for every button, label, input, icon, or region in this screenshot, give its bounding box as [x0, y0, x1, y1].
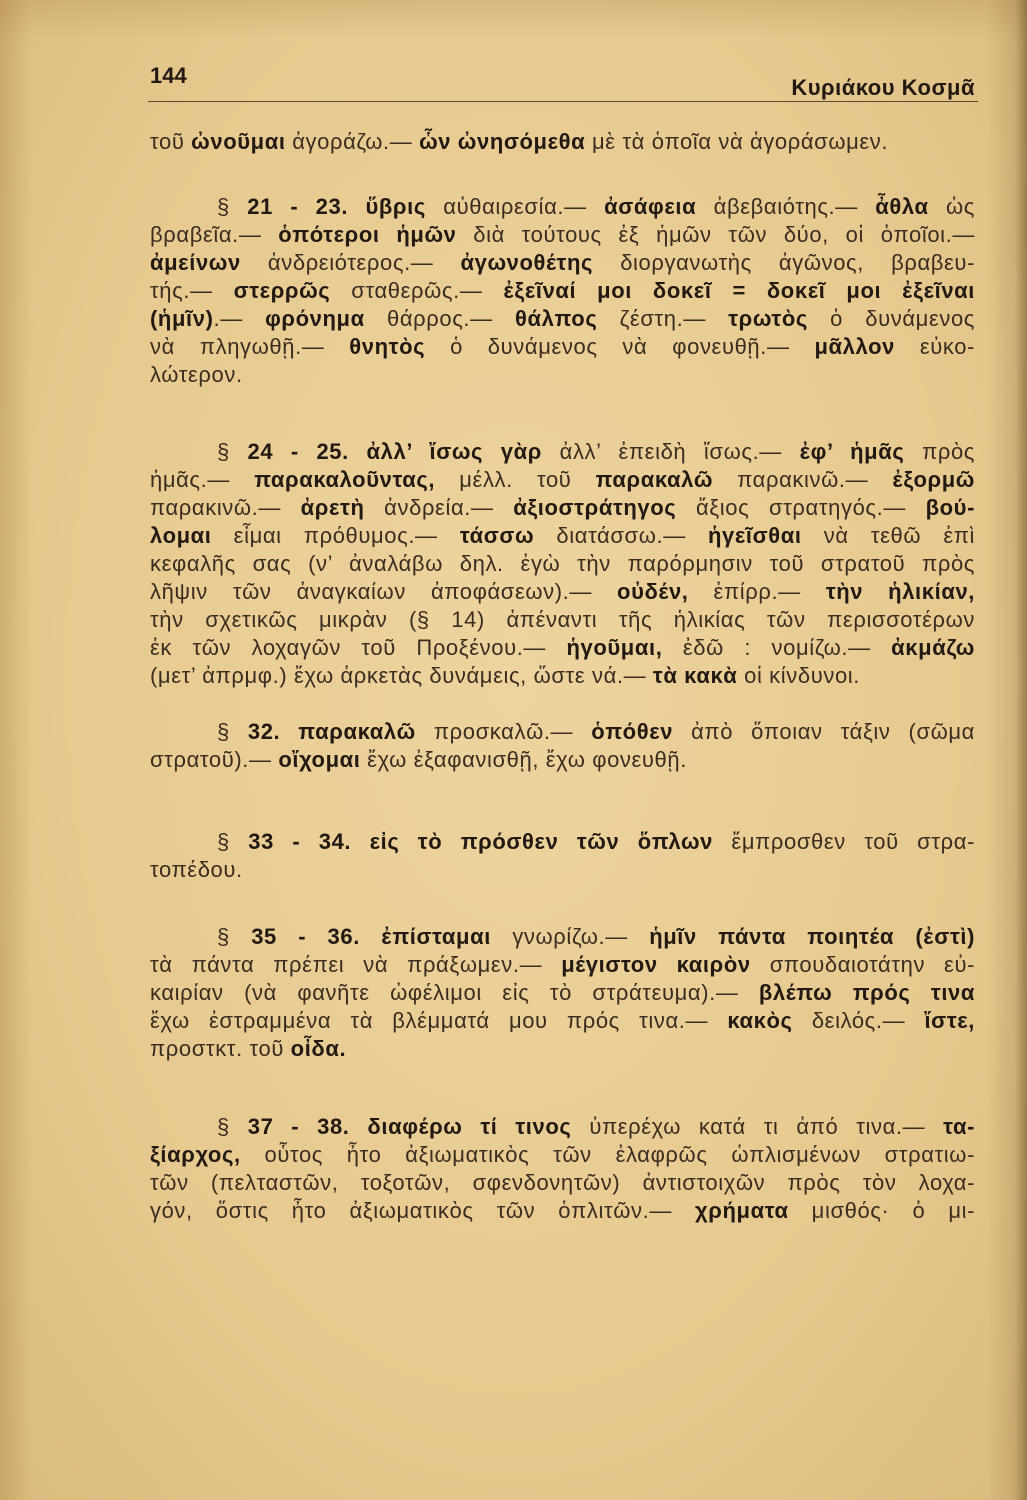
text-line — [150, 277, 975, 305]
text-line — [150, 828, 975, 856]
text-line — [150, 550, 975, 578]
text-run: θάρρος.— — [364, 306, 515, 331]
text-run: καιρίαν (νὰ φανῆτε ὠφέλιμοι εἰς τὸ στράτευμα).— — [150, 980, 759, 1005]
bold-term: 37 - 38. — [247, 1114, 350, 1139]
text-run: ἀνδρειότερος.— — [240, 250, 461, 275]
bold-term: ὧν ὠνησόμεθα — [419, 129, 586, 154]
bold-term: οἶδα. — [290, 1036, 347, 1061]
bold-term: 24 - 25. — [247, 439, 349, 464]
text-line — [150, 466, 975, 494]
bold-term: διαφέρω τί τινος — [367, 1114, 572, 1139]
line-text — [150, 607, 975, 632]
text-run: κεφαλῆς σας (ν’ ἀναλάβω δηλ. ἐγὼ τὴν παρόρμησιν τοῦ στρατοῦ πρὸς — [150, 551, 975, 576]
text-line — [150, 746, 975, 774]
bold-term: ἐξορμῶ — [892, 467, 975, 492]
text-run: τοπέδου. — [150, 857, 243, 882]
text-run — [351, 829, 369, 854]
text-line — [150, 249, 975, 277]
text-line — [150, 494, 975, 522]
text-run: οἱ κίνδυνοι. — [737, 663, 860, 688]
text-run: ἔχω ἐστραμμένα τὰ βλέμματά μου πρός τινα.— — [150, 1008, 728, 1033]
text-run: (μετ’ ἀπρμφ.) ἔχω ἀρκετὰς δυνάμεις, ὥστε νά.— — [150, 663, 653, 688]
bold-term: κακὸς — [727, 1008, 793, 1033]
bold-term: οἴχομαι — [278, 747, 361, 772]
line-text — [150, 129, 888, 154]
line-text — [217, 194, 975, 219]
text-run — [350, 1114, 368, 1139]
line-text — [150, 747, 687, 772]
text-run: εὐκο- — [894, 334, 975, 359]
line-text — [150, 467, 975, 492]
text-run: παρακινῶ.— — [150, 495, 301, 520]
line-text — [150, 551, 975, 576]
text-line — [150, 1035, 975, 1063]
text-run: παρακινῶ.— — [713, 467, 893, 492]
bold-term: ἐξεῖναί μοι δοκεῖ = δοκεῖ μοι ἐξεῖναι — [503, 278, 976, 303]
text-run: ἄξιος στρατηγός.— — [676, 495, 926, 520]
text-line — [150, 634, 975, 662]
bold-term: ὁπόθεν — [591, 719, 674, 744]
text-line — [150, 361, 975, 389]
bold-term: (ἡμῖν) — [150, 306, 214, 331]
bold-term: παρακαλῶ — [595, 467, 714, 492]
text-run: ἀπὸ ὅποιαν τάξιν (σῶμα — [673, 719, 975, 744]
text-line — [150, 438, 975, 466]
text-run: προστκτ. τοῦ — [150, 1036, 291, 1061]
paragraph-sections-35-36 — [150, 923, 975, 1063]
bold-term: ἡγεῖσθαι — [707, 523, 802, 548]
text-run: ὡς — [928, 194, 975, 219]
text-run: .— — [213, 306, 266, 331]
bold-term: τάσσω — [459, 523, 535, 548]
bold-term: ἀσάφεια — [604, 194, 697, 219]
line-text — [150, 980, 975, 1005]
text-line — [150, 1169, 975, 1197]
bold-term: θνητὸς — [349, 334, 426, 359]
text-line — [150, 1197, 975, 1225]
text-run: εἶμαι πρόθυμος.— — [211, 523, 460, 548]
paragraph-sections-24-25 — [150, 438, 975, 690]
text-run: § — [217, 194, 248, 219]
text-run: μέλλ. τοῦ — [435, 467, 596, 492]
line-text — [150, 495, 975, 520]
text-line — [150, 979, 975, 1007]
text-line — [150, 221, 975, 249]
bold-term: φρόνημα — [265, 306, 365, 331]
text-run: τοῦ — [150, 129, 192, 154]
text-line — [150, 606, 975, 634]
text-run: προσκαλῶ.— — [415, 719, 592, 744]
text-run: νὰ τεθῶ ἐπὶ — [801, 523, 975, 548]
paragraph-sections-33-34 — [150, 828, 975, 884]
line-text — [150, 523, 975, 548]
bold-term: 33 - 34. — [248, 829, 352, 854]
text-run — [349, 439, 367, 464]
bold-term: θάλπος — [515, 306, 598, 331]
line-text — [150, 1198, 975, 1223]
bold-term: εἰς τὸ πρόσθεν τῶν ὅπλων — [369, 829, 713, 854]
line-text — [150, 1142, 975, 1167]
text-line — [150, 718, 975, 746]
text-line — [150, 1007, 975, 1035]
bold-term: οὐδέν, — [617, 579, 689, 604]
text-run: δειλός.— — [792, 1008, 925, 1033]
bold-term: τὰ κακὰ — [652, 663, 738, 688]
bold-term: 35 - 36. — [251, 924, 360, 949]
text-run: § — [217, 924, 252, 949]
text-line — [150, 193, 975, 221]
bold-term: ἴστε, — [924, 1008, 975, 1033]
line-text — [150, 306, 975, 331]
bold-term: 21 - 23. — [247, 194, 349, 219]
text-run: λώτερον. — [150, 362, 243, 387]
line-text — [150, 579, 975, 604]
text-run: ἐπίρρ.— — [688, 579, 826, 604]
text-run: γνωρίζω.— — [490, 924, 650, 949]
text-run: μὲ τὰ ὁποῖα νὰ ἀγοράσωμεν. — [585, 129, 889, 154]
bold-term: χρήματα — [695, 1198, 789, 1223]
text-run: τής.— — [150, 278, 234, 303]
line-text — [150, 334, 975, 359]
line-text — [150, 222, 975, 247]
line-text — [150, 1036, 346, 1061]
text-line — [150, 951, 975, 979]
text-run: ἐδῶ : νομίζω.— — [662, 635, 892, 660]
paragraph-continued — [150, 128, 975, 156]
text-run: ἐκ τῶν λοχαγῶν τοῦ Προξένου.— — [150, 635, 567, 660]
line-text — [150, 250, 975, 275]
text-line — [150, 923, 975, 951]
text-run: λῆψιν τῶν ἀναγκαίων ἀποφάσεων).— — [150, 579, 618, 604]
line-text — [217, 924, 975, 949]
bold-term: μᾶλλον — [814, 334, 895, 359]
text-run: ἀγοράζω.— — [285, 129, 420, 154]
line-text — [150, 1170, 975, 1195]
bold-term: ἡμῖν πάντα ποιητέα (ἐστὶ) — [649, 924, 975, 949]
text-run: μισθός· ὁ μι- — [788, 1198, 976, 1223]
paragraph-sections-21-23 — [150, 193, 975, 389]
bold-term: παρακαλοῦντας, — [254, 467, 436, 492]
line-text — [150, 362, 243, 387]
text-run: τῶν (πελταστῶν, τοξοτῶν, σφενδονητῶν) ἀντιστοιχῶν πρὸς τὸν λοχα- — [150, 1170, 975, 1195]
text-run: ἔμπροσθεν τοῦ στρα- — [712, 829, 975, 854]
bold-term: βού- — [925, 495, 975, 520]
text-line — [150, 333, 975, 361]
bold-term: ἀγωνοθέτης — [460, 250, 594, 275]
text-run — [348, 194, 365, 219]
bold-term: ἆθλα — [875, 194, 929, 219]
bold-term: ἀξιοστράτηγος — [513, 495, 677, 520]
bold-term: ξίαρχος, — [150, 1142, 241, 1167]
bold-term: ὕβρις — [365, 194, 426, 219]
text-run: § — [217, 439, 248, 464]
text-run: νὰ πληγωθῇ.— — [150, 334, 350, 359]
bold-term: βλέπω πρός τινα — [758, 980, 975, 1005]
text-line — [150, 856, 975, 884]
text-run: τὰ πάντα πρέπει νὰ πράξωμεν.— — [150, 952, 562, 977]
text-run: ὁ δυνάμενος νὰ φονευθῇ.— — [425, 334, 815, 359]
paragraph-section-32 — [150, 718, 975, 774]
line-text — [150, 1008, 975, 1033]
text-run: ζέστη.— — [597, 306, 729, 331]
bold-term: ἡγοῦμαι, — [566, 635, 663, 660]
text-line — [150, 1113, 975, 1141]
text-line — [150, 522, 975, 550]
text-run: πρὸς — [904, 439, 975, 464]
line-text — [150, 952, 975, 977]
bold-term: 32. — [247, 719, 281, 744]
line-text — [150, 663, 860, 688]
text-run: βραβεῖα.— — [150, 222, 279, 247]
bold-term: ἀλλ’ ἴσως γὰρ — [366, 439, 542, 464]
bold-term: παρακαλῶ — [298, 719, 416, 744]
text-line — [150, 128, 975, 156]
paragraph-sections-37-38 — [150, 1113, 975, 1225]
line-text — [217, 829, 975, 854]
text-run: ὑπερέχω κατά τι ἀπό τινα.— — [571, 1114, 944, 1139]
text-run: σταθερῶς.— — [330, 278, 504, 303]
line-text — [150, 278, 975, 303]
header-rule — [148, 101, 978, 102]
text-run: ἀνδρεία.— — [364, 495, 514, 520]
line-text — [150, 857, 243, 882]
line-text — [217, 439, 975, 464]
bold-term: λομαι — [150, 523, 212, 548]
running-title: Κυριάκου Κοσμᾶ — [791, 75, 975, 100]
bold-term: ἐφ’ ἡμᾶς — [799, 439, 905, 464]
text-run: γόν, ὅστις ἦτο ἀξιωματικὸς τῶν ὁπλιτῶν.— — [150, 1198, 695, 1223]
text-run: ἀλλ’ ἐπειδὴ ἴσως.— — [541, 439, 800, 464]
text-line — [150, 662, 975, 690]
text-line — [150, 578, 975, 606]
text-run: § — [217, 719, 248, 744]
text-run: § — [217, 1114, 248, 1139]
bold-term: στερρῶς — [233, 278, 331, 303]
text-run: ἀβεβαιότης.— — [696, 194, 876, 219]
text-run: σπουδαιοτάτην εὐ- — [750, 952, 976, 977]
bold-term: μέγιστον καιρὸν — [561, 952, 751, 977]
text-run: διατάσσω.— — [534, 523, 708, 548]
text-run: διοργανωτὴς ἀγῶνος, βραβευ- — [593, 250, 975, 275]
bold-term: ἀμείνων — [150, 250, 241, 275]
text-line — [150, 1141, 975, 1169]
text-run: ὁ δυνάμενος — [807, 306, 975, 331]
text-run: οὗτος ἦτο ἀξιωματικὸς τῶν ἐλαφρῶς ὡπλισμένων στρατιω- — [240, 1142, 975, 1167]
text-run: στρατοῦ).— — [150, 747, 279, 772]
text-run: ἡμᾶς.— — [150, 467, 255, 492]
bold-term: ὠνοῦμαι — [191, 129, 286, 154]
bold-term: ἀκμάζω — [891, 635, 975, 660]
line-text — [217, 1114, 975, 1139]
text-run: διὰ τούτους ἐξ ἡμῶν τῶν δύο, οἱ ὁποῖοι.— — [456, 222, 975, 247]
line-text — [217, 719, 975, 744]
bold-term: ἀρετὴ — [300, 495, 365, 520]
text-run — [360, 924, 381, 949]
text-run: § — [217, 829, 249, 854]
bold-term: τα- — [943, 1114, 976, 1139]
page-number: 144 — [150, 63, 187, 88]
bold-term: ὁπότεροι ἡμῶν — [278, 222, 457, 247]
text-run: τὴν σχετικῶς μικρὰν (§ 14) ἀπέναντι τῆς ἡλικίας τῶν περισσοτέρων — [150, 607, 975, 632]
line-text — [150, 635, 975, 660]
bold-term: τὴν ἡλικίαν, — [825, 579, 976, 604]
text-run: ἔχω ἐξαφανισθῇ, ἔχω φονευθῇ. — [360, 747, 687, 772]
text-run: αὐθαιρεσία.— — [425, 194, 605, 219]
bold-term: ἐπίσταμαι — [381, 924, 491, 949]
text-line — [150, 305, 975, 333]
text-run — [280, 719, 298, 744]
bold-term: τρωτὸς — [728, 306, 808, 331]
